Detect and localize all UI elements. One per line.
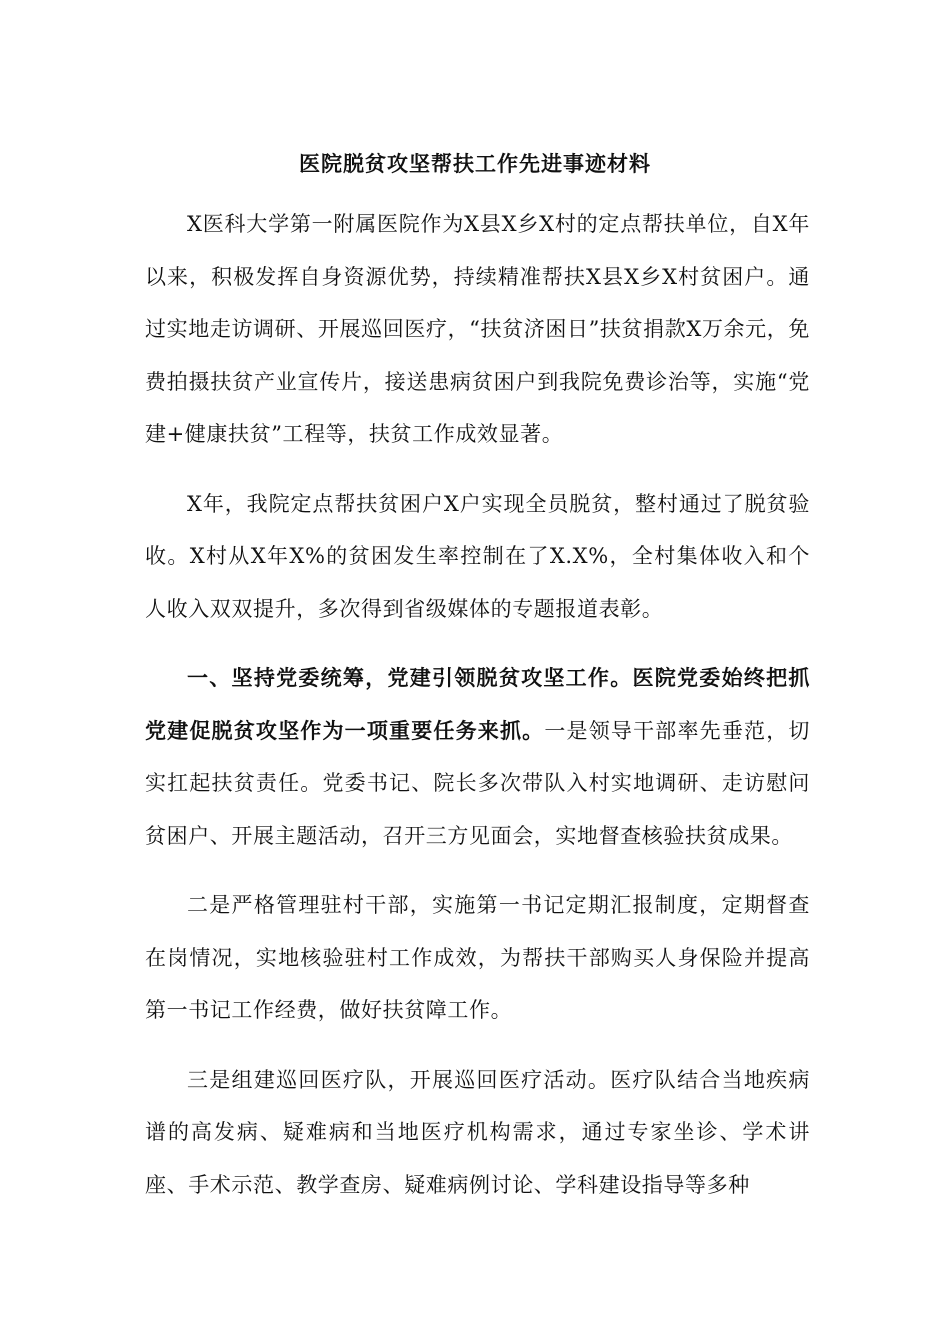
paragraph-point-three: 三是组建巡回医疗队，开展巡回医疗活动。医疗队结合当地疾病谱的高发病、疑难病和当地医疗机构需求，通过专家坐诊、学术讲座、手术示范、教学查房、疑难病例讨论、学科建设指导等多种 [145, 1067, 810, 1197]
document-body [145, 198, 810, 1228]
section-one-heading: 一、坚持党委统筹，党建引领脱贫攻坚工作。医院党委始终把抓党建促脱贫攻坚作为一项重要任务来抓。 [145, 665, 810, 743]
paragraph-results: X年，我院定点帮扶贫困户X户实现全员脱贫，整村通过了脱贫验收。X村从X年X%的贫困发生率控制在了X.X%，全村集体收入和个人收入双双提升，多次得到省级媒体的专题报道表彰。 [145, 491, 810, 621]
document-title: 医院脱贫攻坚帮扶工作先进事迹材料 [299, 151, 651, 176]
paragraph-section-one [145, 652, 810, 862]
paragraph-point-two: 二是严格管理驻村干部，实施第一书记定期汇报制度，定期督查在岗情况，实地核验驻村工作成效，为帮扶干部购买人身保险并提高第一书记工作经费，做好扶贫障工作。 [145, 893, 810, 1022]
section-one-text: 一是领导干部率先垂范，切实扛起扶贫责任。党委书记、院长多次带队入村实地调研、走访慰问贫困户、开展主题活动，召开三方见面会，实地督查核验扶贫成果。 [145, 718, 810, 848]
paragraph-intro: X医科大学第一附属医院作为X县X乡X村的定点帮扶单位，自X年以来，积极发挥自身资源优势，持续精准帮扶X县X乡X村贫困户。通过实地走访调研、开展巡回医疗，“扶贫济困日”扶贫捐款X万余元，免费拍摄扶贫产业宣传片，接送患病贫困户到我院免费诊治等，实施“党建+健康扶贫”工程等，扶贫工作成效显著。 [145, 212, 810, 446]
